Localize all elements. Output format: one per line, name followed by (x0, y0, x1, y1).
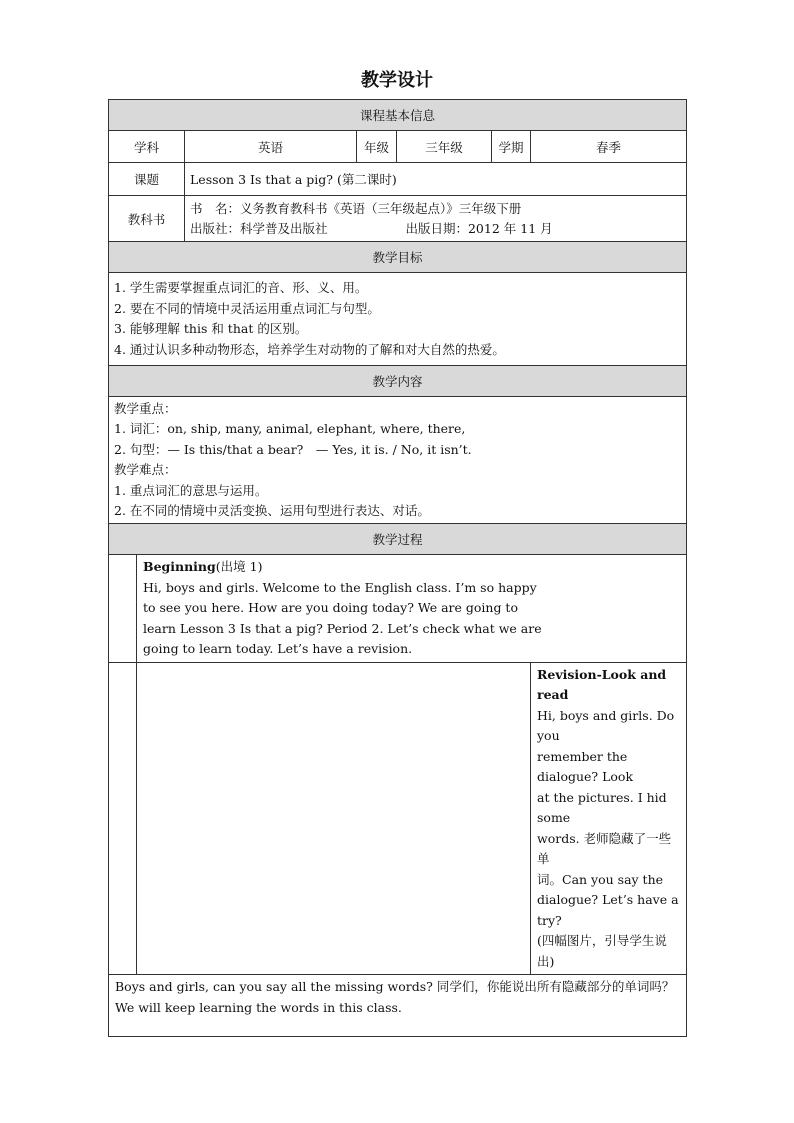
content-line: 2. 在不同的情境中灵活变换、运用句型进行表达、对话。 (114, 503, 430, 518)
basic-info-header: 课程基本信息 (109, 100, 687, 131)
revision-picture-area (137, 662, 531, 975)
process-header: 教学过程 (109, 524, 687, 555)
revision-line: (四幅图片，引导学生说出) (537, 933, 667, 969)
goals-header: 教学目标 (109, 242, 687, 273)
lesson-plan-table (108, 99, 687, 1037)
publisher-line (190, 219, 686, 239)
goals-list (109, 273, 687, 366)
closing-row (109, 975, 687, 1037)
content-row (109, 397, 687, 524)
content-line: 1. 词汇：on, ship, many, animal, elephant, where, there, (114, 421, 466, 436)
closing-cell (109, 975, 687, 1037)
textbook-info (185, 196, 687, 242)
goal-item: 4. 通过认识多种动物形态，培养学生对动物的了解和对大自然的热爱。 (114, 341, 505, 357)
content-line: 教学重点： (114, 400, 177, 416)
beginning-line: Hi, boys and girls. Welcome to the English class. I’m so happy (143, 579, 537, 595)
content-line: 2. 句型：— Is this/that a bear? — Yes, it is. / No, it isn’t. (114, 441, 472, 457)
content-line: 1. 重点词汇的意思与运用。 (114, 482, 268, 498)
grade-label: 年级 (357, 131, 397, 163)
textbook-row (109, 196, 687, 242)
content-header: 教学内容 (109, 366, 687, 397)
beginning-suffix: (出境 1) (215, 559, 263, 574)
beginning-title: Beginning (143, 559, 216, 574)
beginning-heading (143, 557, 680, 578)
beginning-cell (137, 555, 687, 663)
revision-marker-cell (109, 662, 137, 975)
basic-info-header-row (109, 100, 687, 131)
term-value: 春季 (531, 131, 687, 163)
revision-line: 词。Can you say the (537, 871, 664, 887)
beginning-line: going to learn today. Let’s have a revision. (143, 641, 413, 656)
goal-item: 2. 要在不同的情境中灵活运用重点词汇与句型。 (114, 300, 380, 316)
grade-value: 三年级 (397, 131, 492, 163)
content-line: 教学难点： (114, 462, 177, 477)
content-list (109, 397, 687, 524)
textbook-name: 书 名：义务教育教科书《英语（三年级起点）》三年级下册 (190, 200, 522, 216)
beginning-row (109, 555, 687, 663)
closing-line: We will keep learning the words in this class. (115, 999, 402, 1015)
document-title: 教学设计 (361, 70, 433, 91)
revision-line: words. 老师隐藏了一些单 (537, 830, 672, 866)
revision-line: Hi, boys and girls. Do you (537, 707, 675, 743)
beginning-line: to see you here. How are you doing today? We are going to (143, 600, 518, 615)
revision-line: dialogue? Let’s have a try? (537, 892, 679, 928)
publish-date: 出版日期：2012 年 11 月 (405, 220, 553, 236)
goals-row (109, 273, 687, 366)
revision-line: remember the dialogue? Look (537, 748, 634, 784)
process-header-row (109, 524, 687, 555)
goals-header-row (109, 242, 687, 273)
textbook-label: 教科书 (109, 196, 185, 242)
beginning-marker-cell (109, 555, 137, 663)
closing-line: Boys and girls, can you say all the missing words? 同学们，你能说出所有隐藏部分的单词吗？ (115, 979, 675, 994)
term-label: 学期 (492, 131, 531, 163)
content-header-row (109, 366, 687, 397)
topic-row (109, 163, 687, 196)
revision-cell (531, 662, 687, 975)
goal-item: 1. 学生需要掌握重点词汇的音、形、义、用。 (114, 280, 368, 295)
subject-value: 英语 (185, 131, 357, 163)
subject-row (109, 131, 687, 163)
revision-title: Revision-Look and read (537, 666, 667, 702)
subject-label: 学科 (109, 131, 185, 163)
topic-label: 课题 (109, 163, 185, 196)
goal-item: 3. 能够理解 this 和 that 的区别。 (114, 321, 308, 336)
revision-line: at the pictures. I hid some (537, 789, 667, 825)
topic-value: Lesson 3 Is that a pig? (第二课时) (185, 163, 687, 196)
publisher: 出版社：科学普及出版社 (190, 220, 328, 236)
revision-row (109, 662, 687, 975)
beginning-line: learn Lesson 3 Is that a pig? Period 2. Let’s check what we are (143, 620, 542, 636)
